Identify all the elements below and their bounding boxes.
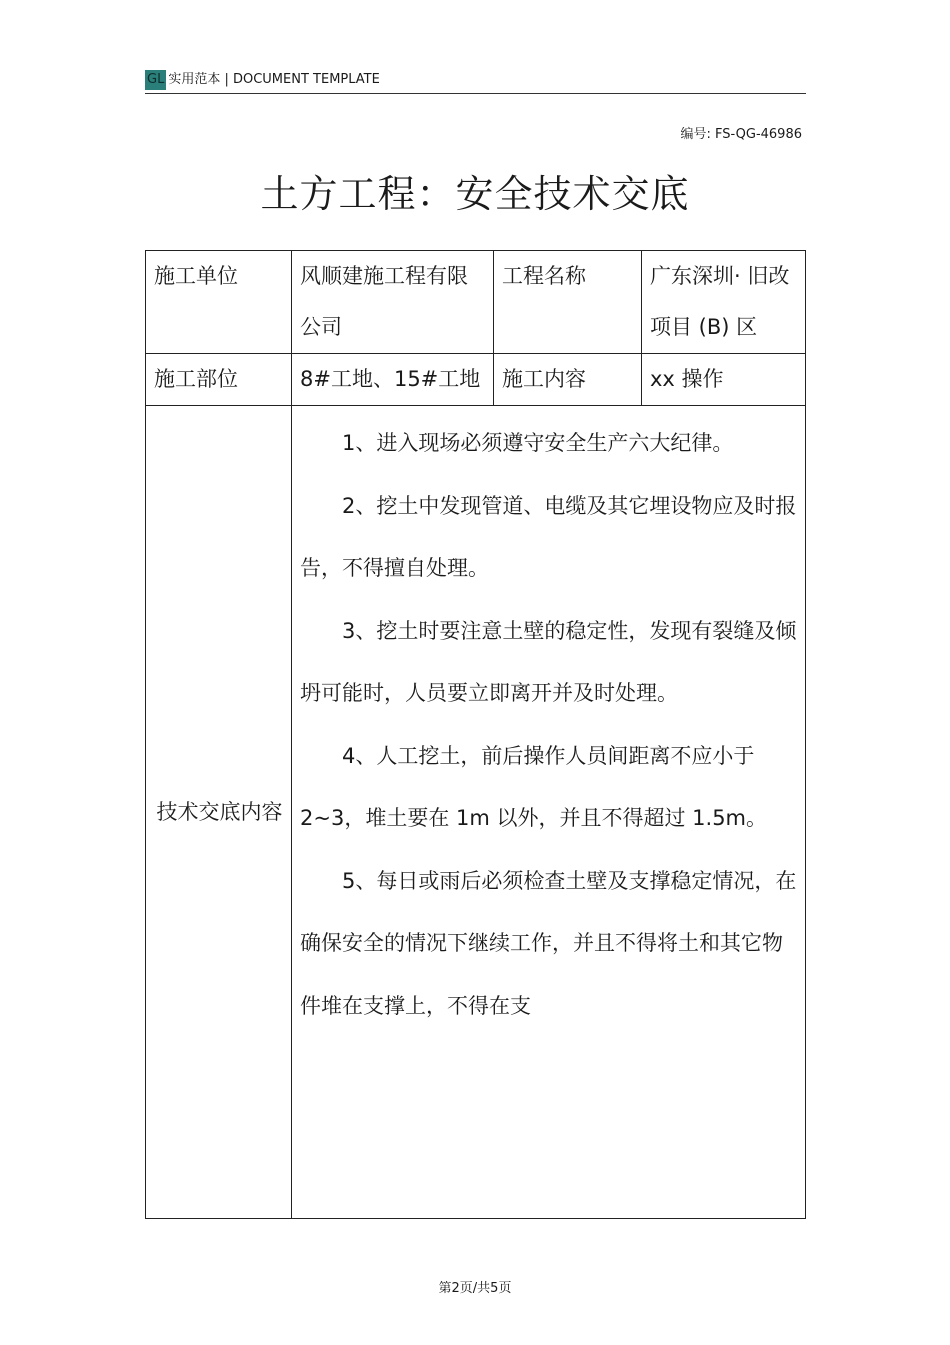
content-paragraph: 4、人工挖土，前后操作人员间距离不应小于 2~3，堆土要在 1m 以外，并且不得超过 1.5m。 — [300, 743, 768, 830]
value-construction-content: xx 操作 — [642, 354, 806, 406]
label-construction-site: 施工部位 — [146, 354, 292, 406]
brand-logo: GL — [145, 70, 166, 90]
content-paragraph: 1、进入现场必须遵守安全生产六大纪律。 — [342, 431, 734, 455]
label-construction-content: 施工内容 — [494, 354, 642, 406]
document-number: 编号: FS-QG-46986 — [680, 127, 802, 142]
value-construction-unit: 风顺建施工程有限公司 — [292, 251, 494, 354]
value-project-name: 广东深圳· 旧改项目 (B) 区 — [642, 251, 806, 354]
table-row — [146, 406, 806, 1219]
content-paragraph: 2、挖土中发现管道、电缆及其它埋设物应及时报告，不得擅自处理。 — [300, 493, 797, 580]
page-footer: 第2页/共5页 — [438, 1281, 512, 1296]
table-row — [146, 354, 806, 406]
content-paragraph: 3、挖土时要注意土壁的稳定性，发现有裂缝及倾坍可能时，人员要立即离开并及时处理。 — [300, 618, 797, 705]
content-paragraph: 5、每日或雨后必须检查土壁及支撑稳定情况，在确保安全的情况下继续工作，并且不得将土和其它物件堆在支撑上，不得在支 — [300, 868, 797, 1018]
label-project-name: 工程名称 — [494, 251, 642, 354]
disclosure-table — [145, 250, 806, 1219]
value-construction-site: 8#工地、15#工地 — [292, 354, 494, 406]
disclosure-content — [292, 406, 806, 1219]
header-text: 实用范本 | DOCUMENT TEMPLATE — [168, 72, 380, 87]
label-construction-unit: 施工单位 — [146, 251, 292, 354]
label-disclosure-content: 技术交底内容 — [146, 406, 292, 1219]
table-row — [146, 251, 806, 354]
page-header — [145, 70, 806, 94]
page-title: 土方工程：安全技术交底 — [260, 172, 690, 216]
